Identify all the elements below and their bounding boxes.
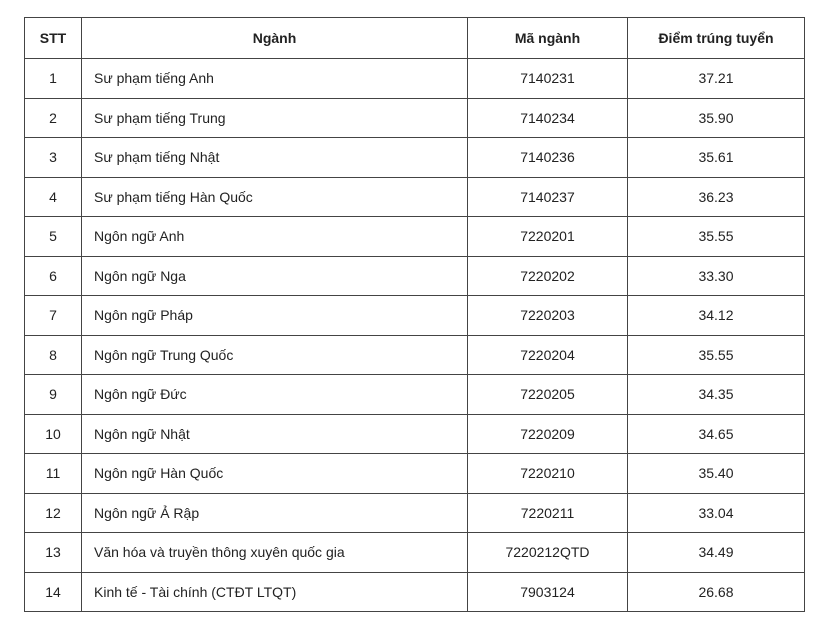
cell-stt: 1	[25, 59, 82, 99]
cell-major: Ngôn ngữ Ả Rập	[82, 493, 468, 533]
cell-stt: 13	[25, 533, 82, 573]
table-row	[25, 296, 805, 336]
table-row	[25, 335, 805, 375]
cell-major: Sư phạm tiếng Nhật	[82, 138, 468, 178]
cell-major-code: 7220212QTD	[468, 533, 628, 573]
cell-score: 36.23	[628, 177, 805, 217]
cell-stt: 9	[25, 375, 82, 415]
cell-major-code: 7220210	[468, 454, 628, 494]
cell-score: 35.55	[628, 217, 805, 257]
cell-score: 34.35	[628, 375, 805, 415]
cell-major: Ngôn ngữ Anh	[82, 217, 468, 257]
cell-major-code: 7140236	[468, 138, 628, 178]
cell-major: Ngôn ngữ Đức	[82, 375, 468, 415]
cell-score: 35.61	[628, 138, 805, 178]
cell-major-code: 7903124	[468, 572, 628, 612]
table-row	[25, 572, 805, 612]
table-header-row	[25, 18, 805, 59]
cell-stt: 3	[25, 138, 82, 178]
cell-stt: 2	[25, 98, 82, 138]
cell-major: Ngôn ngữ Pháp	[82, 296, 468, 336]
table-row	[25, 375, 805, 415]
cell-major-code: 7140237	[468, 177, 628, 217]
cell-stt: 7	[25, 296, 82, 336]
cell-stt: 6	[25, 256, 82, 296]
header-major-code: Mã ngành	[468, 18, 628, 59]
table-row	[25, 493, 805, 533]
cell-major: Ngôn ngữ Trung Quốc	[82, 335, 468, 375]
cell-score: 33.04	[628, 493, 805, 533]
header-major: Ngành	[82, 18, 468, 59]
table-row	[25, 59, 805, 99]
cell-major-code: 7220202	[468, 256, 628, 296]
cell-major: Ngôn ngữ Nga	[82, 256, 468, 296]
cell-major: Ngôn ngữ Nhật	[82, 414, 468, 454]
table-row	[25, 414, 805, 454]
cell-major: Ngôn ngữ Hàn Quốc	[82, 454, 468, 494]
table-row	[25, 177, 805, 217]
cell-stt: 11	[25, 454, 82, 494]
cell-score: 37.21	[628, 59, 805, 99]
cell-score: 34.65	[628, 414, 805, 454]
cell-stt: 14	[25, 572, 82, 612]
cell-major-code: 7140231	[468, 59, 628, 99]
cell-stt: 12	[25, 493, 82, 533]
cell-score: 34.12	[628, 296, 805, 336]
cell-major-code: 7140234	[468, 98, 628, 138]
header-score: Điểm trúng tuyển	[628, 18, 805, 59]
table-row	[25, 217, 805, 257]
cell-stt: 10	[25, 414, 82, 454]
cell-major: Kinh tế - Tài chính (CTĐT LTQT)	[82, 572, 468, 612]
table-row	[25, 98, 805, 138]
cell-score: 34.49	[628, 533, 805, 573]
cell-major-code: 7220203	[468, 296, 628, 336]
cell-stt: 4	[25, 177, 82, 217]
cell-major-code: 7220201	[468, 217, 628, 257]
cell-major-code: 7220205	[468, 375, 628, 415]
cell-major: Văn hóa và truyền thông xuyên quốc gia	[82, 533, 468, 573]
cell-major-code: 7220209	[468, 414, 628, 454]
cell-stt: 5	[25, 217, 82, 257]
cell-score: 35.40	[628, 454, 805, 494]
cell-major-code: 7220204	[468, 335, 628, 375]
header-stt: STT	[25, 18, 82, 59]
cell-major: Sư phạm tiếng Trung	[82, 98, 468, 138]
cell-score: 26.68	[628, 572, 805, 612]
cell-stt: 8	[25, 335, 82, 375]
admission-scores-table	[24, 17, 805, 612]
cell-major: Sư phạm tiếng Anh	[82, 59, 468, 99]
cell-score: 35.55	[628, 335, 805, 375]
table-row	[25, 138, 805, 178]
cell-score: 33.30	[628, 256, 805, 296]
cell-major: Sư phạm tiếng Hàn Quốc	[82, 177, 468, 217]
table-row	[25, 454, 805, 494]
cell-score: 35.90	[628, 98, 805, 138]
table-row	[25, 256, 805, 296]
cell-major-code: 7220211	[468, 493, 628, 533]
table-row	[25, 533, 805, 573]
